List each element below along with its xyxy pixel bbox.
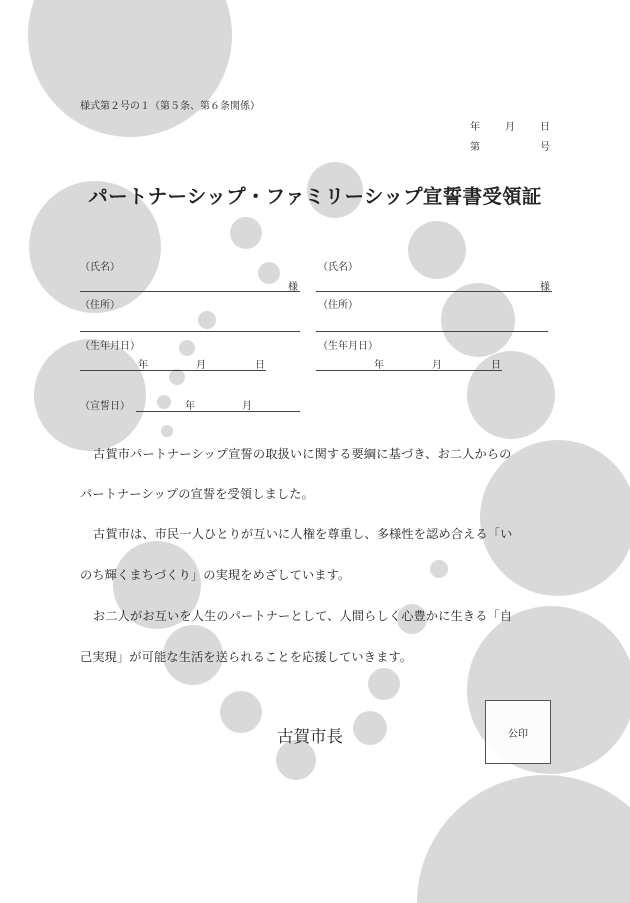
left-honorific: 様 [288,282,298,293]
form-id: 様式第２号の１（第５条、第６条関係） [80,101,260,112]
body-paragraph-3-line-1: お二人がお互いを人生のパートナーとして、人間らしく心豊かに生きる「自 [93,609,513,623]
left-birth-year: 年 [138,360,148,371]
bg-circle [161,425,173,437]
right-address-label: （住所） [318,300,358,311]
right-name-label: （氏名） [318,262,358,273]
bg-circle [169,369,185,385]
left-address-label: （住所） [80,300,120,311]
bg-circle [258,262,280,284]
bg-circle [467,351,555,439]
bg-circle [179,340,195,356]
bg-circle [34,339,146,451]
number-suffix: 号 [540,142,550,153]
right-birth-year: 年 [374,360,384,371]
body-paragraph-2-line-2: のち輝くまちづくり」の実現をめざしています。 [80,568,351,582]
bg-circle [368,668,400,700]
date-year-label: 年 [470,122,480,133]
oath-date-label: （宣誓日） [80,401,130,412]
body-paragraph-3-line-2: 己実現」が可能な生活を送られることを応援していきます。 [80,650,413,664]
bg-circle [408,221,466,279]
body-paragraph-1-line-2: パートナーシップの宣誓を受領しました。 [80,487,314,501]
oath-date-year: 年 [185,401,195,412]
page-title: パートナーシップ・ファミリーシップ宣誓書受領証 [88,185,542,208]
bg-circle [157,395,171,409]
right-birth-month: 月 [432,360,442,371]
left-birth-label: （生年月日） [80,341,140,352]
left-name-rule [80,291,300,292]
bg-circle [198,311,216,329]
official-seal-box [485,700,551,764]
right-birth-day: 日 [491,360,501,371]
left-birth-month: 月 [196,360,206,371]
left-name-label: （氏名） [80,262,120,273]
left-address-rule [80,331,300,332]
left-birth-day: 日 [255,360,265,371]
body-paragraph-2-line-1: 古賀市は、市民一人ひとりが互いに人権を尊重し、多様性を認め合える「い [93,527,513,541]
date-day-label: 日 [540,122,550,133]
right-birth-label: （生年月日） [318,341,378,352]
oath-date-month: 月 [242,401,252,412]
date-month-label: 月 [505,122,515,133]
bg-circle [417,775,630,903]
right-honorific: 様 [540,282,550,293]
right-birth-rule [316,370,502,371]
mayor-signature: 古賀市長 [277,727,343,746]
official-seal-label: 公印 [508,728,528,740]
bg-circle [28,0,232,137]
body-paragraph-1-line-1: 古賀市パートナーシップ宣誓の取扱いに関する要綱に基づき、お二人からの [93,447,512,461]
right-name-rule [316,291,552,292]
oath-date-rule [136,411,300,412]
number-prefix: 第 [470,142,480,153]
bg-circle [230,217,262,249]
right-address-rule [316,331,548,332]
bg-circle [441,283,515,357]
left-birth-rule [80,370,266,371]
